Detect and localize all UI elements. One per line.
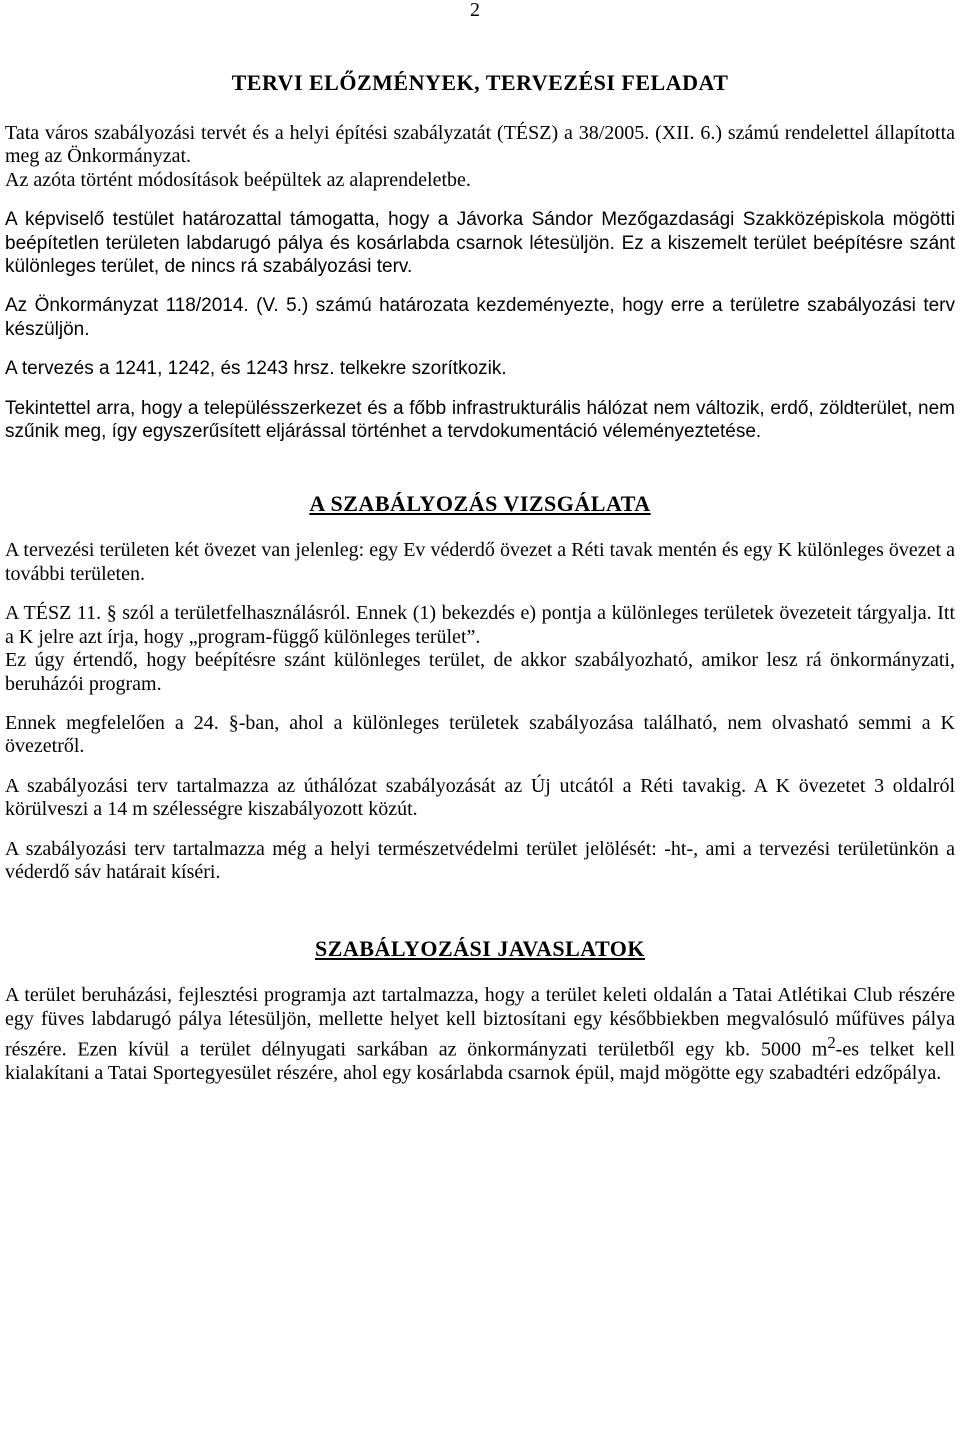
page-number: 2 [470,0,480,21]
document-body [5,60,955,1102]
paragraph-12: A szabályozási terv tartalmazza még a helyi természetvédelmi terület jelölését: -ht-, ami a tervezési területünkön a véderdő sáv határait kíséri. [5,837,955,883]
paragraph-13-part-a: A terület beruházási, fejlesztési programja azt tartalmazza, hogy a terület keleti oldalán a Tatai Atlétikai Club részére egy füves labdarugó pálya létesüljön, mellette helyet kell biztosítani egy későbbiekben megvalósuló műfüves pálya részére. Ezen kívül a terület délnyugati sarkában az önkormányzati területből egy kb. 5000 m [5,984,955,1061]
paragraph-6: Tekintettel arra, hogy a településszerkezet és a főbb infrastrukturális hálózat nem változik, erdő, zöldterület, nem szűnik meg, így egyszerűsített eljárással történhet a tervdokumentáció véleményeztetése. [5,397,955,443]
paragraph-2: Az azóta történt módosítások beépültek az alaprendeletbe. [5,168,471,191]
paragraph-8: A TÉSZ 11. § szól a területfelhasználásról. Ennek (1) bekezdés e) pontja a különleges területek övezeteit tárgyalja. Itt a K jelre azt írja, hogy „program-függő különleges terület”. [5,602,955,648]
heading-tervi-elozmenyek: TERVI ELŐZMÉNYEK, TERVEZÉSI FELADAT [231,70,729,95]
paragraph-9: Ez úgy értendő, hogy beépítésre szánt különleges terület, de akkor szabályozható, amikor lesz rá önkormányzati, beruházói program. [5,649,955,695]
paragraph-4: Az Önkormányzat 118/2014. (V. 5.) számú határozata kezdeményezte, hogy erre a területre szabályozási terv készüljön. [5,295,955,340]
paragraph-3: A képviselő testület határozattal támogatta, hogy a Jávorka Sándor Mezőgazdasági Szakközépiskola mögötti beépítetlen területen labdarugó pálya és kosárlabda csarnok létesüljön. Ez a kiszemelt terület beépítésre szánt különleges terület, de nincs rá szabályozási terv. [5,209,955,278]
paragraph-13-part-b: -es telket kell kialakítani a Tatai Sportegyesület részére, ahol egy kosárlabda csarnok épül, majd mögötte egy szabadtéri edzőpálya. [5,1038,956,1085]
paragraph-13 [5,984,955,1085]
paragraph-7: A tervezési területen két övezet van jelenleg: egy Ev véderdő övezet a Réti tavak mentén és egy K különleges övezet a további területen. [5,539,955,585]
paragraph-1: Tata város szabályozási tervét és a helyi építési szabályzatát (TÉSZ) a 38/2005. (XII. 6.) számú rendelettel állapította meg az Önkormányzat. [5,122,955,168]
heading-szabalyozasi-javaslatok: SZABÁLYOZÁSI JAVASLATOK [314,936,646,962]
paragraph-10: Ennek megfelelően a 24. §-ban, ahol a különleges területek szabályozása található, nem olvasható semmi a K övezetről. [5,711,955,758]
paragraph-5: A tervezés a 1241, 1242, és 1243 hrsz. telkekre szorítkozik. [5,358,507,380]
paragraph-11: A szabályozási terv tartalmazza az úthálózat szabályozását az Új utcától a Réti tavakig. A K övezetet 3 oldalról körülveszi a 14 m szélességre kiszabályozott közút. [5,774,955,821]
heading-szabalyozas-vizsgalata: A SZABÁLYOZÁS VIZSGÁLATA [309,491,651,517]
superscript-2: 2 [827,1033,836,1053]
